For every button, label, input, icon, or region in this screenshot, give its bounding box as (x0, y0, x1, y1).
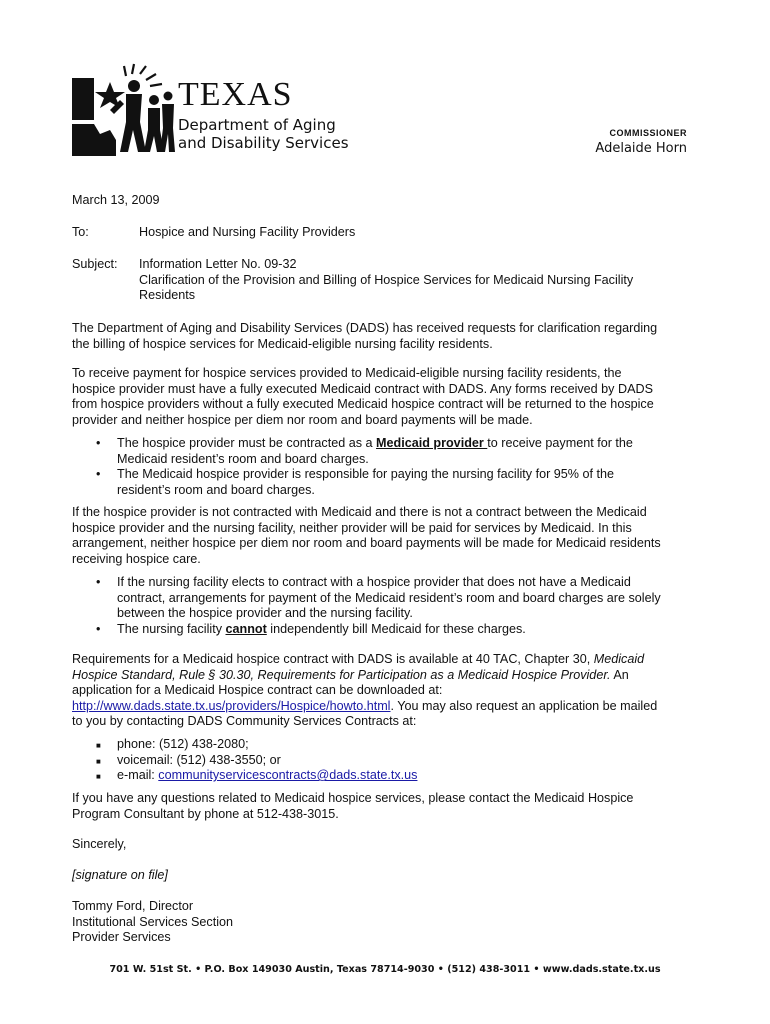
subject-value: Information Letter No. 09-32 Clarification of the Provision and Billing of Hospice Services for Medicaid Nursing Facility Residents (139, 257, 634, 303)
bullet-list-nursing-facility (72, 575, 712, 637)
people-star-icon (70, 60, 176, 160)
signature-note: [signature on file] (72, 868, 168, 882)
subject-label: Subject: (72, 257, 118, 271)
list-item: • The Medicaid hospice provider is responsible for paying the nursing facility for 95% of the resident’s room and board charges. (96, 467, 615, 497)
list-item: • The hospice provider must be contracted as a Medicaid provider to receive payment for the Medicaid resident’s room and board charges. (96, 436, 633, 466)
logo-department: Department of Aging and Disability Services (178, 116, 349, 152)
commissioner-label: COMMISSIONER (609, 128, 687, 138)
footer-address: 701 W. 51st St. • P.O. Box 149030 Austin, Texas 78714-9030 • (512) 438-3011 • www.dads.state.tx.us (109, 964, 661, 975)
list-item: ■ e-mail: communityservicescontracts@dads.state.tx.us (96, 768, 418, 783)
list-item: ■ voicemail: (512) 438-3550; or (96, 752, 281, 767)
paragraph-contract-requirements: Requirements for a Medicaid hospice contract with DADS is available at 40 TAC, Chapter 30, Medicaid Hospice Standard, Rule § 30.30, Requirements for Participation as a Medicaid Hospice Provider. An application for a Medicaid Hospice contract can be downloaded at: http://www.dads.state.tx.us/providers/Hospice/howto.html. You may also request an application be mailed to you by contacting DADS Community Services Contracts at: (72, 652, 658, 729)
closing: Sincerely, (72, 837, 127, 851)
to-line (72, 225, 712, 241)
paragraph-no-contract: If the hospice provider is not contracted with Medicaid and there is not a contract between the Medicaid hospice provider and the nursing facility, neither provider will be paid for services by Medicaid. In this arrangement, neither hospice per diem nor room and board payments will be made for Medicaid residents receiving hospice care. (72, 505, 661, 566)
list-item: ■ phone: (512) 438-2080; (96, 737, 249, 751)
contact-list (72, 737, 712, 784)
to-value: Hospice and Nursing Facility Providers (139, 225, 356, 239)
list-item: • The nursing facility cannot independently bill Medicaid for these charges. (96, 621, 526, 636)
hospice-howto-link[interactable]: http://www.dads.state.tx.us/providers/Hospice/howto.html (72, 698, 391, 713)
list-item: • If the nursing facility elects to contract with a hospice provider that does not have a Medicaid contract, arrangements for payment of the Medicaid resident’s room and board charges are solely between the hospice provider and the nursing facility. (96, 575, 661, 621)
letter-date: March 13, 2009 (72, 193, 160, 207)
email-link[interactable]: communityservicescontracts@dads.state.tx.us (158, 768, 418, 783)
bullet-list-provider (72, 436, 712, 498)
paragraph-intro: The Department of Aging and Disability Services (DADS) has received requests for clarification regarding the billing of hospice services for Medicaid-eligible nursing facility residents. (72, 321, 658, 351)
paragraph-questions: If you have any questions related to Medicaid hospice services, please contact the Medicaid Hospice Program Consultant by phone at 512-438-3015. (72, 791, 634, 821)
logo-texas: TEXAS (178, 76, 293, 113)
commissioner-name: Adelaide Horn (595, 141, 687, 156)
paragraph-payment-requirement: To receive payment for hospice services provided to Medicaid-eligible nursing facility residents, the hospice provider must have a fully executed Medicaid contract with DADS. Any forms received by DADS from hospice providers without a fully executed Medicaid hospice contract will be returned to the hospice provider and neither hospice per diem nor room and board payments will be made. (72, 366, 654, 427)
subject-block (72, 257, 712, 305)
dads-logo (70, 60, 360, 160)
signature-block: Tommy Ford, Director Institutional Services Section Provider Services (72, 899, 234, 945)
to-label: To: (72, 225, 89, 239)
